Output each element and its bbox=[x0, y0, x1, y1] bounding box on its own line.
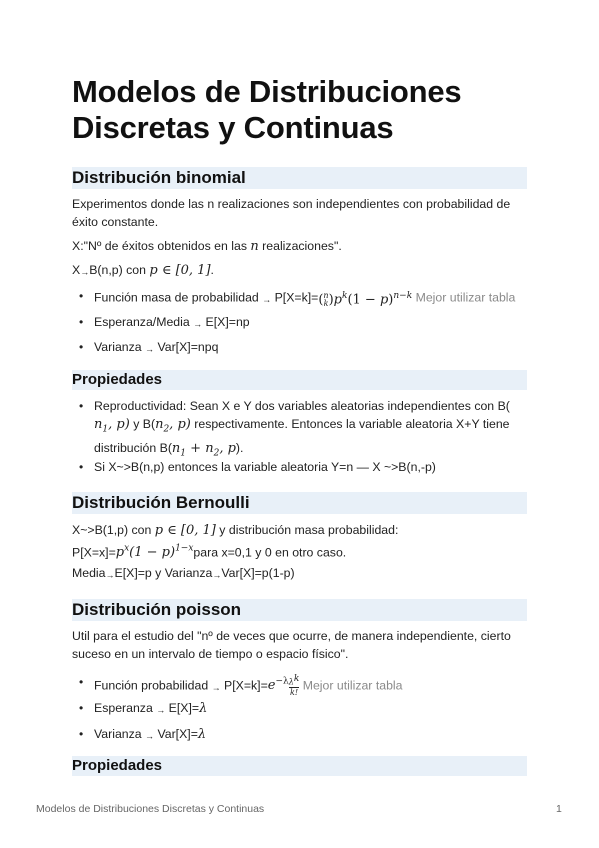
footer-page-number: 1 bbox=[556, 803, 562, 815]
right-arrow-icon: → bbox=[105, 570, 115, 580]
math-poisson-pmf: $e^{-\lambda}$ $\frac{\lambda^k}{k!}$ bbox=[267, 674, 300, 697]
bullet-icon: • bbox=[79, 701, 84, 715]
right-arrow-icon: → bbox=[262, 294, 272, 305]
bullet-icon: • bbox=[79, 315, 84, 329]
math-p-in-interval: p ∈ [0, 1] bbox=[149, 263, 211, 278]
binomial-paragraph-2: X:"Nº de éxitos obtenidos en las n realizaciones". bbox=[72, 239, 342, 254]
math-binomial-pmf: ( n k )$p^k(1 - p)^{n-k}$ bbox=[318, 290, 413, 308]
footer-title: Modelos de Distribuciones Discretas y Continuas bbox=[36, 803, 265, 815]
binomial-list-item-1: Función masa de probabilidad → P[X=k]=( n k )$p^k(1 - p)^{n-k}$ Mejor utilizar tabla bbox=[94, 287, 524, 309]
math-n2-p: $n_2$, p) bbox=[155, 417, 191, 435]
bernoulli-paragraph-2: Media→E[X]=p y Varianza→Var[X]=p(1-p) bbox=[72, 566, 295, 580]
heading-propiedades-1: Propiedades bbox=[72, 370, 527, 390]
heading-poisson: Distribución poisson bbox=[72, 599, 527, 621]
math-lambda: λ bbox=[197, 727, 207, 742]
bullet-icon: • bbox=[79, 399, 84, 413]
propiedades-list-item-2: Si X~>B(n,p) entonces la variable aleatoria Y=n — X ~>B(n,-p) bbox=[94, 460, 436, 474]
right-arrow-icon: → bbox=[212, 570, 222, 580]
poisson-list-item-3: Varianza → Var[X]=λ bbox=[94, 727, 207, 742]
right-arrow-icon: → bbox=[211, 682, 221, 693]
math-n1-plus-n2: $n_1 + n_2$, p bbox=[171, 440, 236, 459]
bullet-icon: • bbox=[79, 727, 84, 741]
binomial-list-item-2: Esperanza/Media → E[X]=np bbox=[94, 315, 250, 329]
right-arrow-icon: → bbox=[156, 705, 166, 715]
right-arrow-icon: → bbox=[145, 731, 155, 741]
bernoulli-paragraph-1: X~>B(1,p) con p ∈ [0, 1] y distribución masa probabilidad: $P[X=x]=p^x(1$ − $p)^{1-x}para$ x=0,1 y 0 en otro caso. bbox=[72, 523, 399, 561]
poisson-list-item-2: Esperanza → E[X]=λ bbox=[94, 701, 208, 716]
right-arrow-icon: → bbox=[145, 344, 155, 354]
right-arrow-icon: → bbox=[80, 267, 90, 277]
bullet-icon: • bbox=[79, 340, 84, 354]
binomial-paragraph-3: X→B(n,p) con p ∈ [0, 1]. bbox=[72, 263, 214, 278]
heading-binomial: Distribución binomial bbox=[72, 167, 527, 189]
bullet-icon: • bbox=[79, 460, 84, 474]
binomial-list-item-3: Varianza → Var[X]=npq bbox=[94, 340, 219, 354]
propiedades-list-item-1: Reproductividad: Sean X e Y dos variables aleatorias independientes con B( $n_1$, p) y $B(n_2$, p) respectivamente. Entonces la variable aleatoria X+Y tiene distribución $B(n_1 + n_2$, p). bbox=[94, 399, 510, 459]
binomial-paragraph-1: Experimentos donde las n realizaciones son independientes con probabilidad de éxito constante. bbox=[72, 197, 511, 229]
heading-propiedades-2: Propiedades bbox=[72, 756, 527, 776]
math-p-in-interval: p ∈ [0, 1] bbox=[154, 523, 216, 538]
math-bernoulli-pmf: $p^x(1 - p)^{1-x}$ bbox=[115, 544, 194, 561]
poisson-paragraph-1: Util para el estudio del "nº de veces que ocurre, de manera independiente, cierto suceso en un intervalo de tiempo o espacio físico". bbox=[72, 629, 511, 661]
heading-bernoulli: Distribución Bernoulli bbox=[72, 492, 527, 514]
poisson-list-item-1: Función probabilidad → $P[X=k]=e^{-\lambda}$ $\frac{\lambda^k}{k!}$ Mejor utilizar tabla bbox=[94, 674, 403, 697]
bullet-icon: • bbox=[79, 675, 84, 689]
bullet-icon: • bbox=[79, 289, 84, 303]
math-lambda: λ bbox=[199, 701, 208, 716]
math-n1-p: $n_1$, p) bbox=[94, 417, 130, 435]
right-arrow-icon: → bbox=[193, 319, 203, 329]
page-title: Modelos de Distribuciones Discretas y Continuas bbox=[72, 74, 462, 145]
